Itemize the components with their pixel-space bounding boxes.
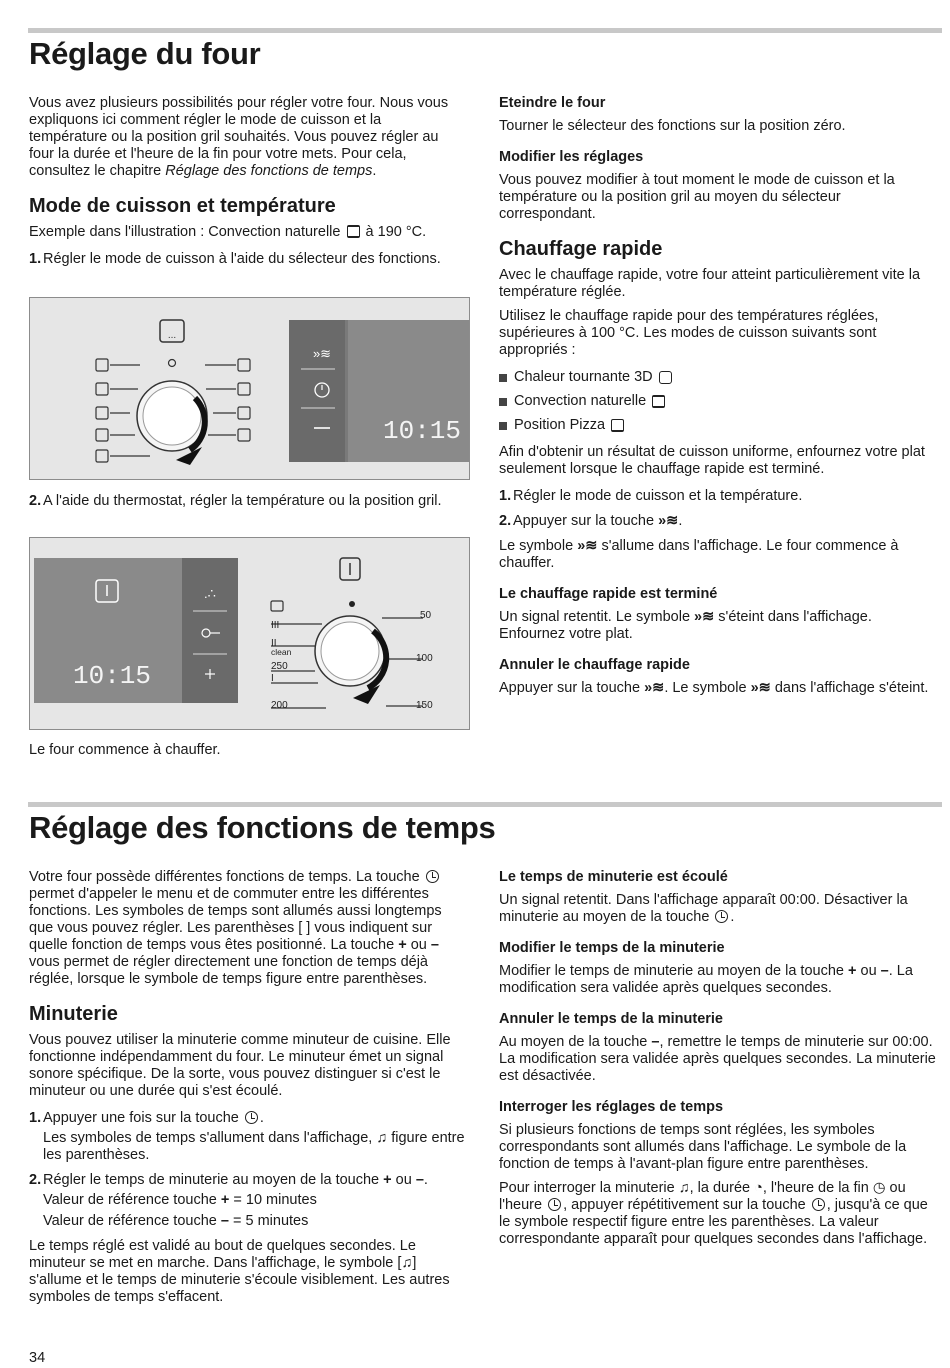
- mode-heading: Mode de cuisson et température: [29, 195, 336, 217]
- section-rule: [28, 802, 942, 807]
- heating-starts-text: Le four commence à chauffer.: [29, 742, 221, 758]
- clock-icon: [426, 870, 439, 883]
- rapid-heat-icon: »≋: [750, 680, 771, 696]
- convection-icon: [347, 225, 360, 238]
- svg-text:.∴: .∴: [204, 586, 216, 601]
- min-step-1: 1. Appuyer une fois sur la touche .: [29, 1110, 264, 1126]
- cancel-timer-heading: Annuler le temps de la minuterie: [499, 1011, 723, 1027]
- clock-icon: [245, 1111, 258, 1124]
- elapsed-text: Un signal retentit. Dans l'affichage apparaît 00:00. Désactiver la minuterie au moyen de la touche .: [499, 892, 908, 925]
- step-2: 2. A l'aide du thermostat, régler la température ou la position gril.: [29, 493, 442, 509]
- svg-text:50: 50: [420, 610, 432, 621]
- minuterie-heading: Minuterie: [29, 1003, 118, 1025]
- rapid-heat-icon: »≋: [658, 513, 679, 529]
- svg-text:...: ...: [167, 330, 177, 341]
- clock-icon: [812, 1198, 825, 1211]
- list-item: Position Pizza: [499, 417, 939, 434]
- left-column-1: [29, 95, 461, 276]
- done-text: Un signal retentit. Le symbole »≋ s'éteint dans l'affichage. Enfournez votre plat.: [499, 609, 872, 642]
- display-time-1: 10:15: [382, 416, 462, 446]
- rapid-symbol-text: Le symbole »≋ s'allume dans l'affichage. Le four commence à chauffer.: [499, 538, 899, 571]
- rapid-p1: Avec le chauffage rapide, votre four atteint particulièrement vite la température réglée.: [499, 267, 921, 300]
- function-selector-illustration: [30, 298, 470, 480]
- intro-paragraph: Vous avez plusieurs possibilités pour régler votre four. Nous vous expliquons ici comment régler le mode de cuisson et la température ou la position gril souhaités. Vous pouvez régler au four la durée et l'heure de la fin pour votre mets. Pour cela, consultez le chapitre Réglage des fonctions de temps.: [29, 95, 449, 179]
- query-p2: Pour interroger la minuterie ♫, la durée ◔, l'heure de la fin ◷ ou l'heure , appuyer répétitivement sur la touche , jusqu'à ce que le symbole respectif figure entre les parenthèses. La valeur correspondante apparaît pour quelques secondes dans l'affichage.: [499, 1180, 928, 1247]
- svg-text:clean: clean: [271, 647, 292, 657]
- clock-icon: [548, 1198, 561, 1211]
- rapid-p3: Afin d'obtenir un résultat de cuisson uniforme, enfournez votre plat seulement lorsque le chauffage rapide est terminé.: [499, 444, 925, 477]
- bell-icon: ♫: [401, 1255, 413, 1271]
- svg-text:250: 250: [271, 661, 288, 672]
- minus-icon: –: [651, 1034, 660, 1050]
- rapid-p2: Utilisez le chauffage rapide pour des températures réglées, supérieures à 100 °C. Les modes de cuisson suivants sont appropriés :: [499, 308, 879, 358]
- end-time-icon: ◷: [872, 1180, 886, 1196]
- done-heading: Le chauffage rapide est terminé: [499, 586, 718, 602]
- hot-air-3d-icon: [659, 371, 672, 384]
- minuterie-p1: Vous pouvez utiliser la minuterie comme minuteur de cuisine. Elle fonctionne indépendamment du four. Le minuteur émet un signal sonore spécifique. De la sorte, vous pouvez distinguer si c'est le minuteur ou une durée qui s'est écoulé.: [29, 1032, 451, 1099]
- right-column-1: [499, 95, 939, 707]
- rapid-modes-list: [499, 369, 939, 434]
- left-column-1c: [29, 742, 461, 769]
- ref-plus: Valeur de référence touche + = 10 minutes: [43, 1192, 317, 1208]
- duration-icon: ◔: [754, 1180, 763, 1196]
- section-title-fonctions-temps: Réglage des fonctions de temps: [29, 810, 496, 845]
- svg-text:200: 200: [271, 700, 288, 711]
- step-1: 1. Régler le mode de cuisson à l'aide du sélecteur des fonctions.: [29, 251, 441, 267]
- svg-text:»≋: »≋: [312, 346, 332, 361]
- pizza-icon: [611, 419, 624, 432]
- rapid-heat-icon: »≋: [577, 538, 598, 554]
- rapid-step-1: 1. Régler le mode de cuisson et la température.: [499, 488, 803, 504]
- list-item: Chaleur tournante 3D: [499, 369, 939, 386]
- list-item: Convection naturelle: [499, 393, 939, 410]
- svg-text:I: I: [271, 673, 274, 684]
- time-intro: Votre four possède différentes fonctions de temps. La touche permet d'appeler le menu et de commuter entre les différentes fonctions. Les symboles de temps sont allumés aussi longtemps que vous pouvez régler. Les parenthèses [ ] vous indiquent sur quelle fonction de temps vous êtes positionné. La touche + ou – vous permet de régler directement une fonction de temps déjà réglée, lorsque le symbole de temps figure entre parenthèses.: [29, 869, 442, 987]
- right-column-2: [499, 869, 939, 1258]
- ref-minus: Valeur de référence touche – = 5 minutes: [43, 1213, 309, 1229]
- change-heading: Modifier le temps de la minuterie: [499, 940, 725, 956]
- min-step-2: 2. Régler le temps de minuterie au moyen de la touche + ou –.: [29, 1172, 428, 1188]
- query-p1: Si plusieurs fonctions de temps sont réglées, les symboles correspondants sont allumés dans l'affichage. Le symbole de la fonction de temps à l'avant-plan figure entre parenthèses.: [499, 1122, 907, 1172]
- svg-text:100: 100: [416, 653, 433, 664]
- change-text: Modifier le temps de minuterie au moyen de la touche + ou –. La modification sera validée après quelques secondes.: [499, 963, 913, 996]
- section-title-reglage-four: Réglage du four: [29, 36, 261, 71]
- thermostat-illustration: [30, 538, 470, 730]
- svg-text:II: II: [271, 638, 277, 649]
- left-column-1b: [29, 493, 461, 518]
- min-step-1-detail: Les symboles de temps s'allument dans l'affichage, ♫ figure entre les parenthèses.: [43, 1130, 465, 1163]
- modify-heading: Modifier les réglages: [499, 149, 644, 165]
- rapid-step-2: 2. Appuyer sur la touche »≋.: [499, 513, 683, 529]
- oven-panel-figure-1: [29, 297, 470, 480]
- elapsed-heading: Le temps de minuterie est écoulé: [499, 869, 728, 885]
- rapid-heading: Chauffage rapide: [499, 238, 663, 260]
- svg-text:III: III: [271, 620, 280, 631]
- cancel-rapid-text: Appuyer sur la touche »≋. Le symbole »≋ dans l'affichage s'éteint.: [499, 680, 929, 696]
- cancel-timer-text: Au moyen de la touche –, remettre le temps de minuterie sur 00:00. La modification sera validée après quelques secondes. La minuterie est désactivée.: [499, 1034, 936, 1084]
- rapid-heat-icon: »≋: [644, 680, 665, 696]
- query-heading: Interroger les réglages de temps: [499, 1099, 724, 1115]
- minus-icon: –: [880, 963, 889, 979]
- section-rule: [28, 28, 942, 33]
- modify-text: Vous pouvez modifier à tout moment le mode de cuisson et la température ou la position gril au moyen du sélecteur correspondant.: [499, 172, 895, 222]
- clock-icon: [715, 910, 728, 923]
- example-text: Exemple dans l'illustration : Convection naturelle à 190 °C.: [29, 224, 427, 240]
- plus-icon: +: [383, 1172, 392, 1188]
- bell-icon: ♫: [376, 1130, 388, 1146]
- svg-text:150: 150: [416, 700, 433, 711]
- cancel-rapid-heading: Annuler le chauffage rapide: [499, 657, 690, 673]
- display-time-2: 10:15: [72, 661, 152, 691]
- off-text: Tourner le sélecteur des fonctions sur la position zéro.: [499, 118, 846, 134]
- minus-icon: –: [430, 937, 439, 953]
- left-column-2: [29, 869, 469, 1316]
- convection-icon: [652, 395, 665, 408]
- off-heading: Eteindre le four: [499, 95, 606, 111]
- minus-icon: –: [415, 1172, 424, 1188]
- plus-icon: +: [848, 963, 857, 979]
- bell-icon: ♫: [678, 1180, 690, 1196]
- plus-icon: +: [398, 937, 407, 953]
- oven-panel-figure-2: [29, 537, 470, 730]
- rapid-heat-icon: »≋: [694, 609, 715, 625]
- page-number: 34: [29, 1350, 46, 1366]
- minuterie-p2: Le temps réglé est validé au bout de quelques secondes. Le minuteur se met en marche. Dans l'affichage, le symbole [♫] s'allume et le temps de minuterie s'écoule visiblement. Les autres symboles de temps s'effacent.: [29, 1238, 450, 1305]
